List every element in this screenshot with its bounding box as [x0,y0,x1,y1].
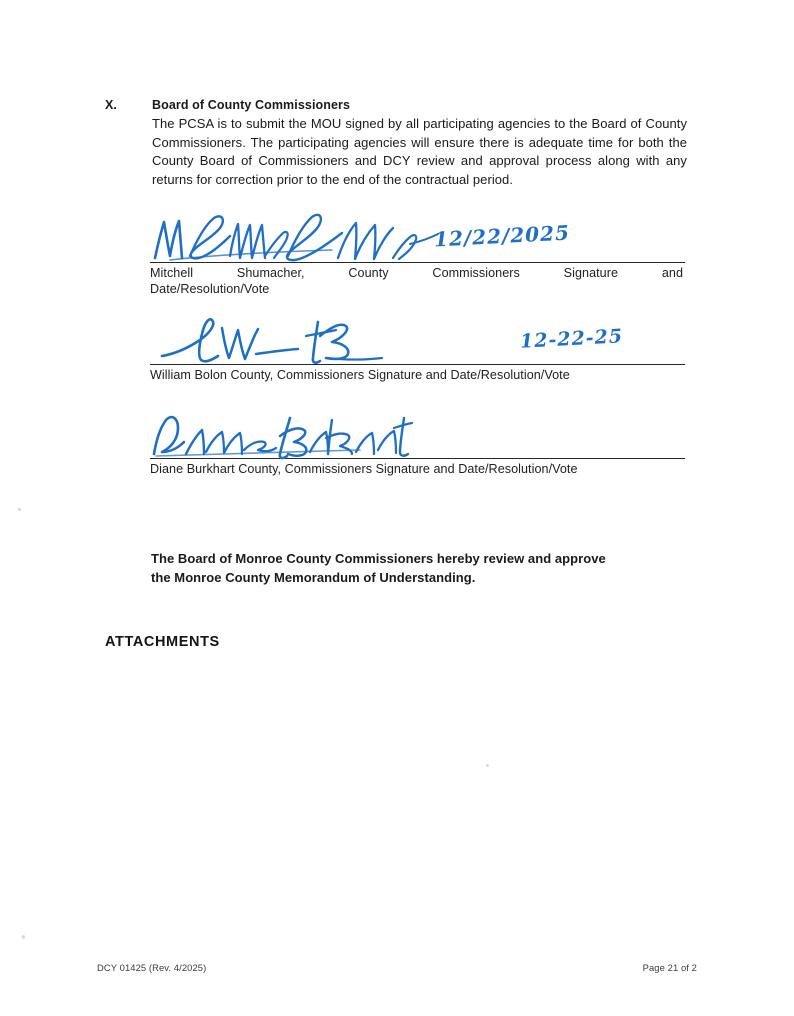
handwritten-signature-mark [160,316,420,366]
handwritten-date-1: 12/22/2025 [433,220,571,252]
approval-statement-line-2: the Monroe County Memorandum of Understanding. [151,570,476,585]
scan-speckle [486,764,489,767]
section-title: Board of County Commissioners [152,98,351,112]
signature-caption-line-1: William Bolon County, Commissioners Signature and Date/Resolution/Vote [150,368,570,382]
signature-caption [150,265,683,297]
scan-speckle [18,508,21,511]
handwritten-signature-mark [150,414,430,460]
handwritten-date-2: 12-22-25 [519,325,624,353]
signature-caption [150,461,685,477]
signature-block-diane-burkhart [150,412,685,477]
handwritten-signature-mark [152,212,452,264]
signature-ink-area [150,412,685,458]
page-footer [97,962,697,973]
signature-block-mitchell-shumacher [150,216,685,297]
section-board-of-county-commissioners [105,97,687,189]
approval-statement-line-1: The Board of Monroe County Commissioners hereby review and approve [151,551,606,566]
signature-caption-line-2: Date/Resolution/Vote [150,282,270,296]
approval-statement [151,549,684,587]
section-number: X. [105,98,118,112]
signature-caption [150,367,685,383]
signature-ink-area [150,318,685,364]
attachments-heading: ATTACHMENTS [105,634,220,650]
signature-caption-line-1: Mitchell Shumacher, County Commissioners Signature and [150,266,683,280]
signature-ink-area [150,216,685,262]
scan-speckle [22,935,25,939]
footer-form-number: DCY 01425 (Rev. 4/2025) [97,962,207,973]
section-paragraph: The PCSA is to submit the MOU signed by all participating agencies to the Board of County Commissioners. The participating agencies will ensure there is adequate time for both the County Board of Commissioners and DCY review and approval process along with any returns for correction prior to the end of the contractual period. [152,116,687,187]
signature-caption-line-1: Diane Burkhart County, Commissioners Signature and Date/Resolution/Vote [150,462,578,476]
footer-page-label: Page 21 of 2 [642,962,697,973]
signature-block-william-bolon [150,318,685,383]
